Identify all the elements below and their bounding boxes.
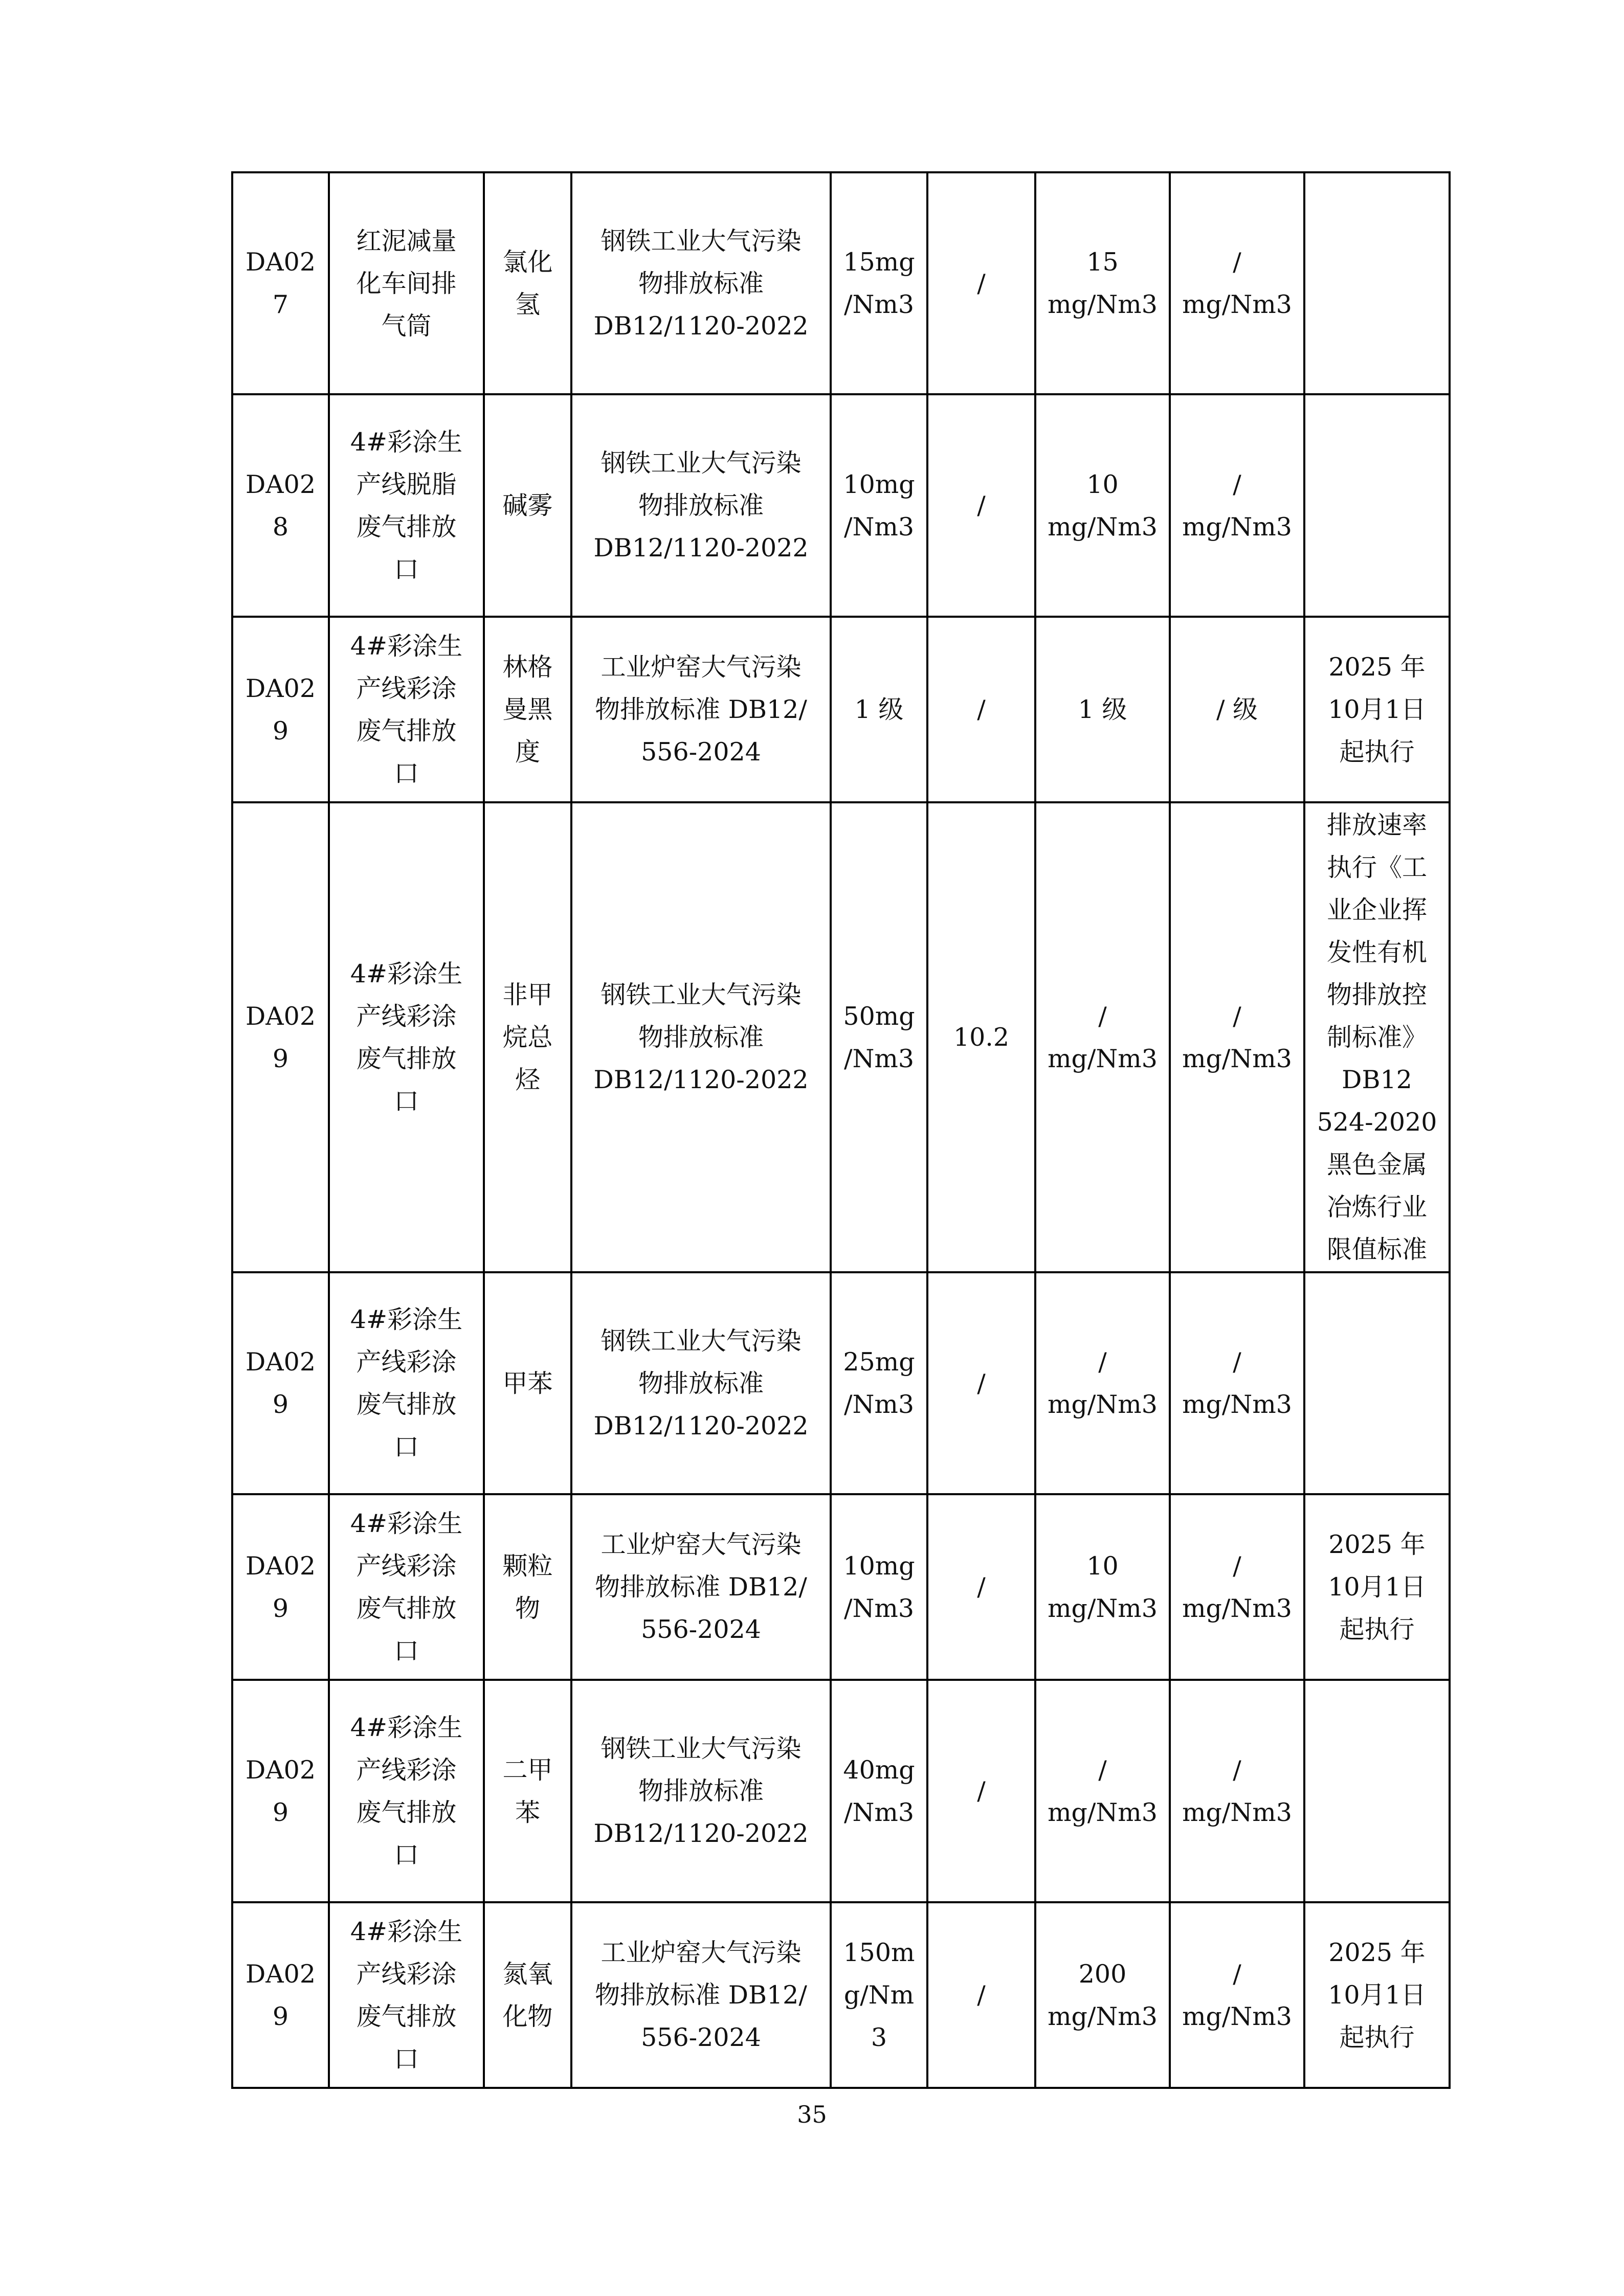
cell-outlet-id: DA02 9	[232, 1272, 329, 1494]
table-row	[232, 1494, 1450, 1680]
cell-standard: 钢铁工业大气污染 物排放标准 DB12/1120-2022	[571, 172, 831, 394]
cell-value-b: / mg/Nm3	[1170, 802, 1304, 1272]
cell-outlet-name: 4#彩涂生 产线彩涂 废气排放 口	[329, 1494, 484, 1680]
cell-concentration-limit: 40mg /Nm3	[831, 1680, 927, 1902]
cell-rate-limit: /	[927, 617, 1035, 802]
cell-concentration-limit: 1 级	[831, 617, 927, 802]
cell-value-b: / mg/Nm3	[1170, 1494, 1304, 1680]
cell-value-a: 15 mg/Nm3	[1035, 172, 1170, 394]
cell-value-b: / mg/Nm3	[1170, 172, 1304, 394]
cell-pollutant: 氮氧 化物	[484, 1902, 571, 2088]
page-number: 35	[797, 2101, 827, 2128]
cell-outlet-id: DA02 9	[232, 802, 329, 1272]
cell-outlet-name: 红泥减量 化车间排 气筒	[329, 172, 484, 394]
cell-note	[1304, 172, 1450, 394]
cell-rate-limit: /	[927, 394, 1035, 617]
cell-note	[1304, 394, 1450, 617]
table-row	[232, 1902, 1450, 2088]
cell-outlet-id: DA02 9	[232, 1902, 329, 2088]
cell-outlet-name: 4#彩涂生 产线脱脂 废气排放 口	[329, 394, 484, 617]
cell-note	[1304, 1272, 1450, 1494]
cell-value-b: / mg/Nm3	[1170, 394, 1304, 617]
cell-outlet-name: 4#彩涂生 产线彩涂 废气排放 口	[329, 1272, 484, 1494]
cell-outlet-name: 4#彩涂生 产线彩涂 废气排放 口	[329, 617, 484, 802]
cell-note: 2025 年 10月1日 起执行	[1304, 617, 1450, 802]
cell-concentration-limit: 15mg /Nm3	[831, 172, 927, 394]
cell-pollutant: 碱雾	[484, 394, 571, 617]
cell-value-a: 10 mg/Nm3	[1035, 1494, 1170, 1680]
cell-outlet-name: 4#彩涂生 产线彩涂 废气排放 口	[329, 1680, 484, 1902]
cell-value-b: / mg/Nm3	[1170, 1680, 1304, 1902]
cell-value-a: 200 mg/Nm3	[1035, 1902, 1170, 2088]
cell-note: 2025 年 10月1日 起执行	[1304, 1902, 1450, 2088]
table-row	[232, 802, 1450, 1272]
cell-standard: 钢铁工业大气污染 物排放标准 DB12/1120-2022	[571, 1680, 831, 1902]
cell-outlet-id: DA02 9	[232, 1494, 329, 1680]
table-row	[232, 1272, 1450, 1494]
cell-note	[1304, 1680, 1450, 1902]
cell-pollutant: 颗粒 物	[484, 1494, 571, 1680]
table-row	[232, 1680, 1450, 1902]
table-row	[232, 394, 1450, 617]
cell-rate-limit: /	[927, 1902, 1035, 2088]
cell-pollutant: 二甲 苯	[484, 1680, 571, 1902]
cell-rate-limit: /	[927, 1680, 1035, 1902]
cell-standard: 钢铁工业大气污染 物排放标准 DB12/1120-2022	[571, 394, 831, 617]
cell-value-b: / mg/Nm3	[1170, 1272, 1304, 1494]
cell-outlet-name: 4#彩涂生 产线彩涂 废气排放 口	[329, 802, 484, 1272]
cell-pollutant: 非甲 烷总 烃	[484, 802, 571, 1272]
cell-rate-limit: 10.2	[927, 802, 1035, 1272]
cell-standard: 钢铁工业大气污染 物排放标准 DB12/1120-2022	[571, 1272, 831, 1494]
cell-note: 2025 年 10月1日 起执行	[1304, 1494, 1450, 1680]
cell-standard: 工业炉窑大气污染 物排放标准 DB12/ 556-2024	[571, 1494, 831, 1680]
cell-concentration-limit: 10mg /Nm3	[831, 394, 927, 617]
cell-rate-limit: /	[927, 1494, 1035, 1680]
cell-value-a: / mg/Nm3	[1035, 802, 1170, 1272]
emission-standards-table	[231, 171, 1451, 2089]
cell-note: 排放速率 执行《工 业企业挥 发性有机 物排放控 制标准》 DB12 524-2020 黑色金属 冶炼行业 限值标准	[1304, 802, 1450, 1272]
cell-value-a: 1 级	[1035, 617, 1170, 802]
cell-concentration-limit: 10mg /Nm3	[831, 1494, 927, 1680]
table-row	[232, 172, 1450, 394]
cell-pollutant: 甲苯	[484, 1272, 571, 1494]
cell-concentration-limit: 150m g/Nm 3	[831, 1902, 927, 2088]
cell-value-a: 10 mg/Nm3	[1035, 394, 1170, 617]
cell-value-b: / 级	[1170, 617, 1304, 802]
cell-concentration-limit: 50mg /Nm3	[831, 802, 927, 1272]
cell-standard: 钢铁工业大气污染 物排放标准 DB12/1120-2022	[571, 802, 831, 1272]
cell-outlet-id: DA02 7	[232, 172, 329, 394]
cell-standard: 工业炉窑大气污染 物排放标准 DB12/ 556-2024	[571, 1902, 831, 2088]
cell-value-a: / mg/Nm3	[1035, 1272, 1170, 1494]
cell-rate-limit: /	[927, 172, 1035, 394]
cell-pollutant: 氯化 氢	[484, 172, 571, 394]
cell-outlet-id: DA02 9	[232, 617, 329, 802]
cell-concentration-limit: 25mg /Nm3	[831, 1272, 927, 1494]
cell-value-b: / mg/Nm3	[1170, 1902, 1304, 2088]
cell-value-a: / mg/Nm3	[1035, 1680, 1170, 1902]
cell-outlet-id: DA02 9	[232, 1680, 329, 1902]
table-row	[232, 617, 1450, 802]
cell-standard: 工业炉窑大气污染 物排放标准 DB12/ 556-2024	[571, 617, 831, 802]
cell-rate-limit: /	[927, 1272, 1035, 1494]
cell-outlet-name: 4#彩涂生 产线彩涂 废气排放 口	[329, 1902, 484, 2088]
cell-outlet-id: DA02 8	[232, 394, 329, 617]
cell-pollutant: 林格 曼黑 度	[484, 617, 571, 802]
